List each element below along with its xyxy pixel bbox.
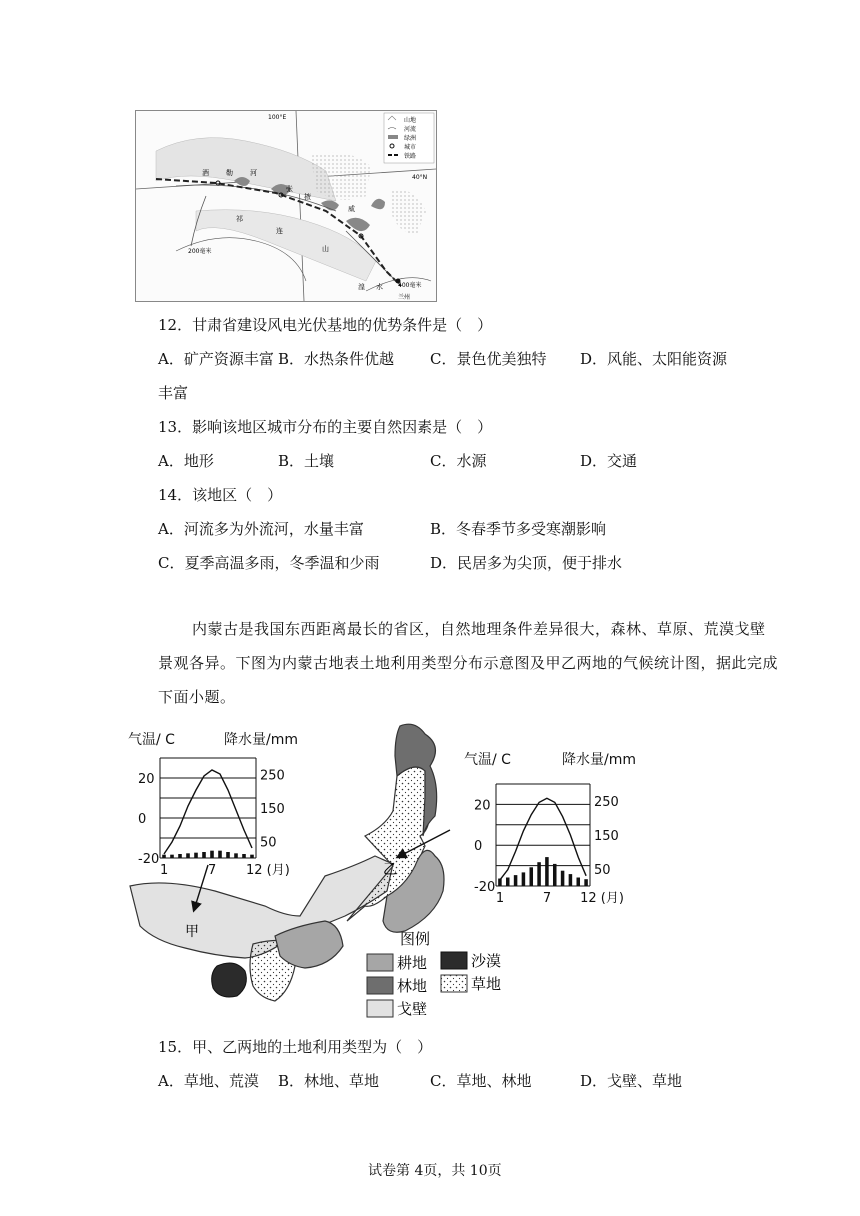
temperature-tick-label: 20 [138, 772, 155, 787]
q14-option-c: C．夏季高温多雨，冬季温和少雨 [158, 554, 380, 572]
legend-railway-label: 铁路 [404, 153, 417, 160]
q12-option-b: B．水热条件优越 [278, 350, 395, 368]
chart-arrows [180, 825, 460, 925]
temperature-curve [500, 798, 586, 880]
climate-chart-yi [460, 750, 645, 910]
place-label-jia: 甲 [185, 924, 199, 940]
precipitation-bar [584, 879, 588, 886]
place-label-yi: 乙 [383, 862, 397, 878]
hexi-map [135, 110, 437, 302]
map-label: 连 [276, 227, 283, 235]
q13-option-a: A．地形 [158, 452, 214, 470]
precipitation-bar [576, 878, 580, 887]
meridian-line [296, 111, 304, 301]
isohyet-label-400: 400毫米 [398, 282, 422, 289]
hexi-map-drawing [136, 111, 436, 301]
temperature-tick-label: 0 [138, 812, 147, 827]
month-tick-label: 12 (月) [580, 891, 624, 906]
q13-option-b: B．土壤 [278, 452, 335, 470]
intro-line-2: 景观各异。下图为内蒙古地表土地利用类型分布示意图及甲乙两地的气候统计图，据此完成 [158, 654, 779, 672]
legend-desert-label: 沙漠 [471, 952, 502, 970]
precipitation-tick-label: 250 [260, 768, 285, 784]
month-tick-label: 7 [542, 891, 552, 906]
mountain-region [156, 138, 336, 201]
q12-option-d: D．风能、太阳能资源 [580, 350, 728, 368]
q14-option-b: B．冬春季节多受寒潮影响 [430, 520, 607, 538]
precipitation-bar [553, 864, 557, 886]
precipitation-tick-label: 50 [260, 835, 277, 851]
precipitation-bar [162, 855, 166, 858]
q15-option-d: D．戈壁、草地 [580, 1072, 683, 1090]
map-label: 湟 [358, 283, 365, 291]
desert-area-2 [391, 190, 426, 236]
map-label: 勒 [226, 169, 233, 177]
arrow-to-yi [398, 830, 450, 857]
oasis [371, 199, 385, 209]
precipitation-bar [522, 872, 526, 886]
temperature-tick-label: 0 [474, 839, 483, 855]
q13-option-c: C．水源 [430, 452, 487, 470]
temperature-tick-label: 20 [474, 798, 491, 814]
month-tick-label: 7 [208, 863, 217, 878]
month-tick-label: 12 (月) [246, 863, 290, 878]
q13-option-d: D．交通 [580, 452, 638, 470]
month-tick-label: 1 [495, 891, 505, 906]
intro-line-3: 下面小题。 [158, 688, 236, 706]
oasis [346, 218, 370, 231]
q15-option-b: B．林地、草地 [278, 1072, 380, 1090]
precipitation-bar [569, 874, 573, 886]
legend-grassland-swatch [441, 975, 467, 992]
precipitation-bar [514, 875, 518, 886]
legend-gobi-label: 戈壁 [397, 1000, 428, 1018]
legend-river-label: 河流 [404, 126, 417, 133]
oasis-icon [388, 135, 398, 139]
q12-option-c: C．景色优美独特 [430, 350, 547, 368]
intro-line-1: 内蒙古是我国东西距离最长的省区，自然地理条件差异很大，森林、草原、荒漠戈壁 [192, 620, 766, 638]
map-label: 河 [250, 169, 257, 177]
precipitation-bar [529, 867, 533, 886]
question-14-stem: 14．该地区（ ） [158, 486, 283, 504]
map-label: 张 [286, 185, 293, 193]
precipitation-tick-label: 150 [260, 802, 285, 817]
map-label: 威 [348, 205, 355, 213]
question-12-stem: 12．甘肃省建设风电光伏基地的优势条件是（ ） [158, 316, 493, 334]
precipitation-bar [545, 857, 549, 886]
legend-forest-label: 林地 [397, 977, 428, 995]
latitude-label: 40°N [412, 174, 428, 181]
legend-mountain-label: 山地 [404, 117, 417, 124]
isohyet-label-200: 200毫米 [188, 248, 212, 255]
q12-option-d-continued: 丰富 [158, 384, 189, 402]
precipitation-tick-label: 150 [594, 829, 619, 844]
legend-farmland-label: 耕地 [397, 954, 428, 972]
longitude-label: 100°E [268, 114, 287, 121]
precipitation-tick-label: 250 [594, 795, 619, 810]
precipitation-tick-label: 50 [594, 863, 611, 878]
precipitation-bar [561, 871, 565, 886]
arrow-to-jia [194, 865, 208, 910]
q14-option-d: D．民居多为尖顶，便于排水 [430, 554, 623, 572]
question-15-stem: 15．甲、乙两地的土地利用类型为（ ） [158, 1038, 433, 1056]
legend-oasis-label: 绿洲 [404, 135, 417, 142]
legend-farmland-swatch [367, 954, 393, 971]
legend-gobi-swatch [367, 1000, 393, 1017]
city-label-lanzhou: 兰州 [398, 294, 411, 301]
q14-option-a: A．河流多为外流河，水量丰富 [158, 520, 364, 538]
precipitation-axis-label: 降水量/mm [224, 732, 298, 748]
map-label: 酒 [202, 169, 209, 177]
map-label: 掖 [304, 193, 311, 201]
map-label: 祁 [236, 215, 243, 223]
page-footer: 试卷第 4页，共 10页 [368, 1163, 502, 1179]
temperature-axis-label: 气温/ C [464, 752, 511, 768]
desert-area-1 [311, 153, 371, 200]
temperature-tick-label: -20 [474, 880, 496, 895]
q15-option-a: A．草地、荒漠 [158, 1072, 259, 1090]
q15-option-c: C．草地、林地 [430, 1072, 532, 1090]
legend-grassland-label: 草地 [471, 975, 502, 993]
legend-city-label: 城市 [404, 144, 417, 151]
question-13-stem: 13．影响该地区城市分布的主要自然因素是（ ） [158, 418, 493, 436]
legend-title: 图例 [400, 930, 431, 948]
precipitation-bar [170, 855, 174, 858]
legend-desert-swatch [441, 952, 467, 969]
desert-region [212, 963, 247, 997]
temperature-axis-label: 气温/ C [128, 732, 175, 748]
temperature-tick-label: -20 [138, 852, 160, 867]
q12-option-a: A．矿产资源丰富 [158, 350, 274, 368]
month-tick-label: 1 [160, 863, 169, 878]
precipitation-bar [506, 878, 510, 887]
map-label: 山 [322, 245, 329, 253]
legend-forest-swatch [367, 977, 393, 994]
precipitation-axis-label: 降水量/mm [562, 752, 636, 768]
precipitation-bar [537, 862, 541, 886]
map-label: 水 [376, 283, 383, 291]
